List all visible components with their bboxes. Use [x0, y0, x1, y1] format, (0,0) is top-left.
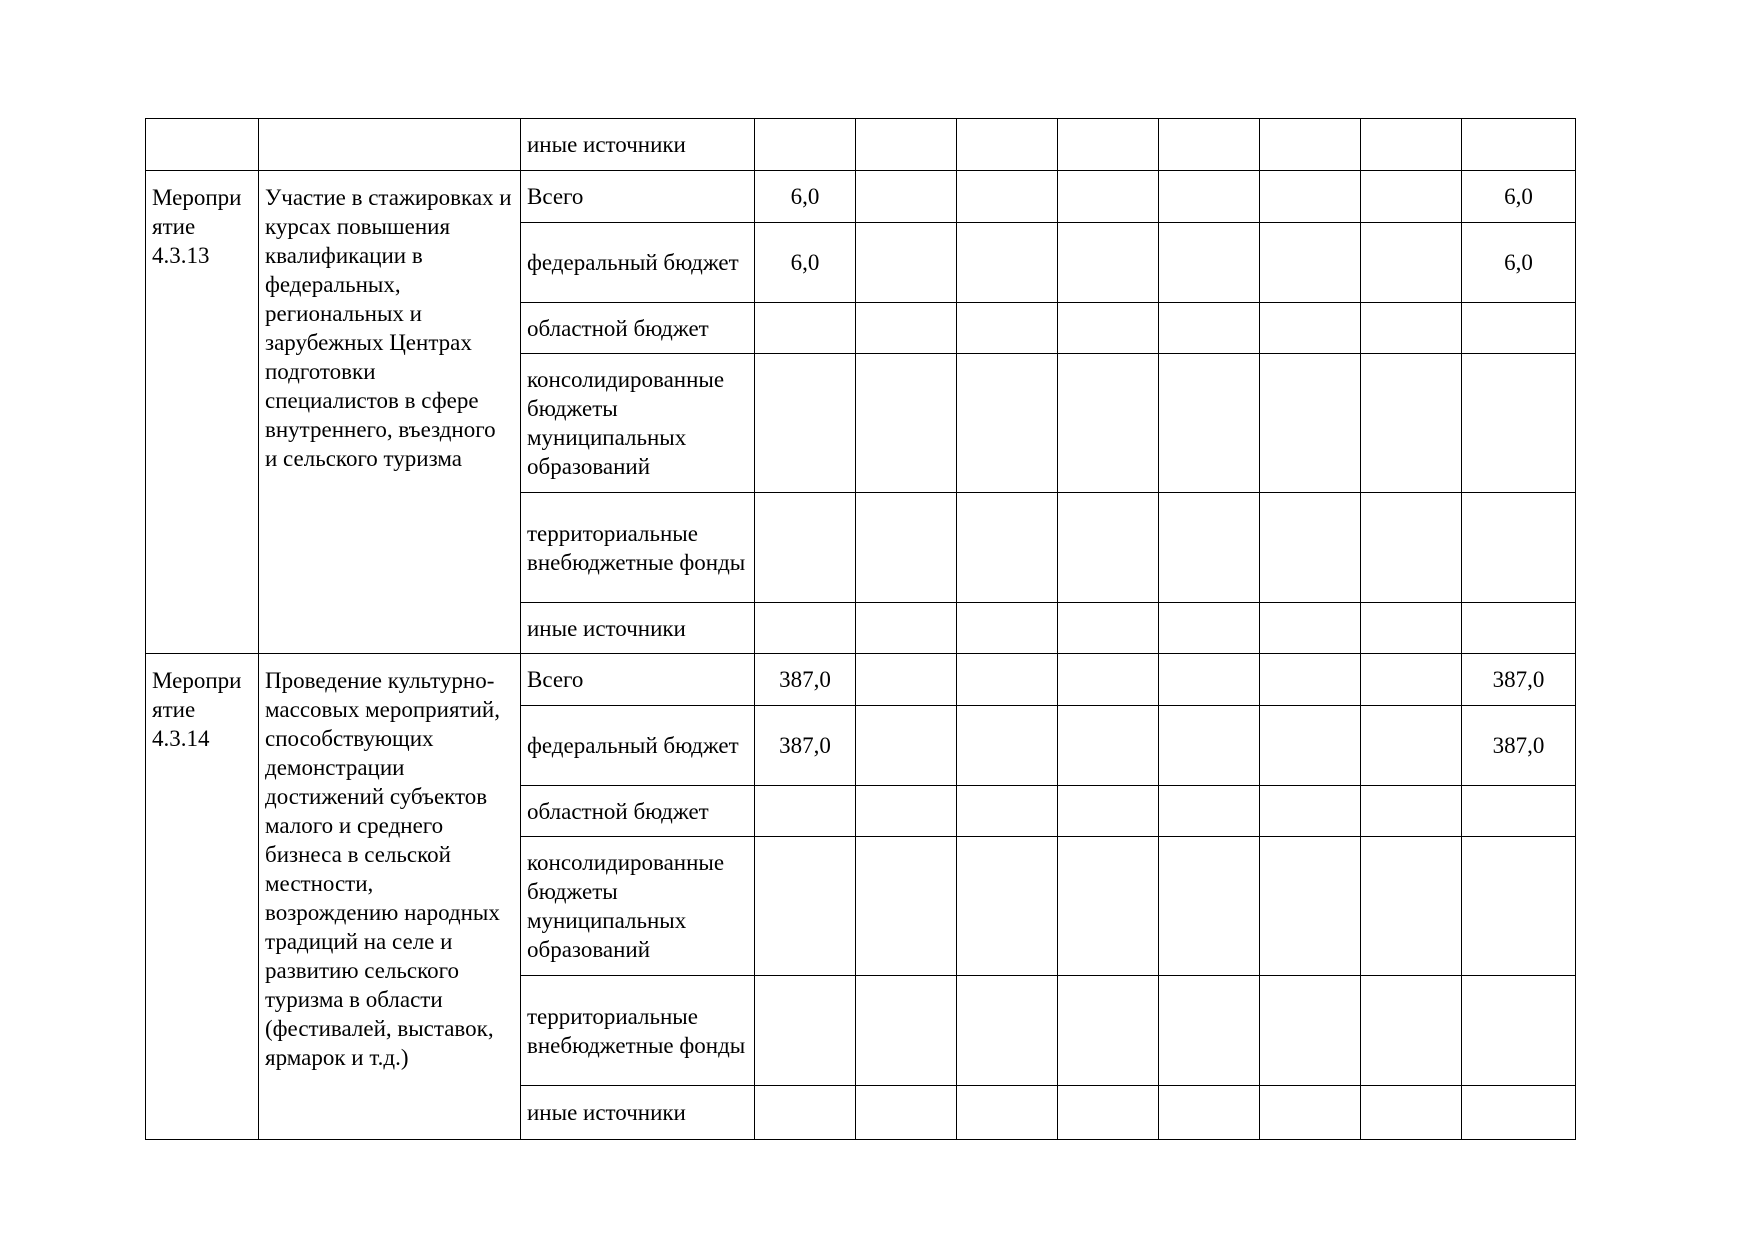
value-cell — [1260, 706, 1361, 786]
measure-code: Меропри ятие 4.3.13 — [146, 171, 259, 654]
value-cell — [1058, 654, 1159, 706]
total-value — [755, 786, 856, 837]
total-value — [755, 837, 856, 976]
source-cell: областной бюджет — [521, 303, 755, 354]
value-cell — [957, 976, 1058, 1086]
table-row — [146, 654, 1576, 706]
value-cell — [1260, 786, 1361, 837]
value-cell — [957, 354, 1058, 493]
value-cell — [1260, 303, 1361, 354]
last-value — [1462, 837, 1576, 976]
value-cell — [957, 706, 1058, 786]
value-cell — [1260, 171, 1361, 223]
value-cell — [1260, 223, 1361, 303]
value-cell — [957, 1086, 1058, 1140]
value-cell — [856, 603, 957, 654]
value-cell — [1058, 493, 1159, 603]
last-value — [1462, 976, 1576, 1086]
total-value: 387,0 — [755, 654, 856, 706]
value-cell — [1058, 706, 1159, 786]
last-value: 6,0 — [1462, 171, 1576, 223]
value-cell — [1260, 654, 1361, 706]
value-cell — [957, 603, 1058, 654]
last-value: 6,0 — [1462, 223, 1576, 303]
value-cell — [1260, 603, 1361, 654]
value-cell — [1361, 354, 1462, 493]
value-cell — [957, 303, 1058, 354]
source-cell: территориальные внебюджетные фонды — [521, 976, 755, 1086]
value-cell — [1462, 119, 1576, 171]
last-value — [1462, 303, 1576, 354]
value-cell — [957, 119, 1058, 171]
source-cell: федеральный бюджет — [521, 706, 755, 786]
last-value — [1462, 354, 1576, 493]
value-cell — [1058, 223, 1159, 303]
value-cell — [1058, 354, 1159, 493]
value-cell — [1159, 354, 1260, 493]
code-cell — [146, 119, 259, 171]
value-cell — [1159, 786, 1260, 837]
value-cell — [1361, 786, 1462, 837]
value-cell — [1058, 786, 1159, 837]
value-cell — [957, 786, 1058, 837]
value-cell — [1159, 706, 1260, 786]
value-cell — [856, 837, 957, 976]
value-cell — [856, 223, 957, 303]
value-cell — [1361, 493, 1462, 603]
value-cell — [1159, 1086, 1260, 1140]
value-cell — [1260, 976, 1361, 1086]
value-cell — [957, 493, 1058, 603]
value-cell — [1361, 119, 1462, 171]
value-cell — [856, 119, 957, 171]
value-cell — [1361, 654, 1462, 706]
total-value — [755, 493, 856, 603]
measure-name: Проведение культурно-массовых мероприятий, способствующих демонстрации достижений субъектов малого и среднего бизнеса в сельской местности, возрождению народных традиций на селе и развитию сельского туризма в области (фестивалей, выставок, ярмарок и т.д.) — [259, 654, 521, 1140]
source-cell: областной бюджет — [521, 786, 755, 837]
total-value — [755, 303, 856, 354]
total-value — [755, 354, 856, 493]
value-cell — [1260, 837, 1361, 976]
value-cell — [1058, 119, 1159, 171]
value-cell — [1159, 223, 1260, 303]
value-cell — [1260, 354, 1361, 493]
value-cell — [755, 119, 856, 171]
name-cell — [259, 119, 521, 171]
value-cell — [1058, 976, 1159, 1086]
value-cell — [856, 354, 957, 493]
value-cell — [1260, 119, 1361, 171]
source-cell: федеральный бюджет — [521, 223, 755, 303]
total-value — [755, 1086, 856, 1140]
value-cell — [1361, 837, 1462, 976]
value-cell — [957, 837, 1058, 976]
source-cell: консолидированные бюджеты муниципальных образований — [521, 354, 755, 493]
total-value — [755, 603, 856, 654]
value-cell — [1159, 303, 1260, 354]
value-cell — [1058, 303, 1159, 354]
source-cell: иные источники — [521, 603, 755, 654]
last-value — [1462, 786, 1576, 837]
source-cell: территориальные внебюджетные фонды — [521, 493, 755, 603]
value-cell — [1159, 603, 1260, 654]
total-value: 387,0 — [755, 706, 856, 786]
value-cell — [856, 654, 957, 706]
value-cell — [1260, 493, 1361, 603]
value-cell — [1361, 1086, 1462, 1140]
value-cell — [856, 303, 957, 354]
table-row — [146, 171, 1576, 223]
funding-table — [145, 118, 1576, 1140]
total-value: 6,0 — [755, 223, 856, 303]
last-value: 387,0 — [1462, 654, 1576, 706]
value-cell — [856, 706, 957, 786]
value-cell — [1159, 493, 1260, 603]
last-value — [1462, 603, 1576, 654]
source-cell: Всего — [521, 171, 755, 223]
table-row — [146, 119, 1576, 171]
value-cell — [957, 171, 1058, 223]
source-cell: иные источники — [521, 1086, 755, 1140]
value-cell — [1058, 171, 1159, 223]
source-cell: иные источники — [521, 119, 755, 171]
value-cell — [1361, 223, 1462, 303]
total-value: 6,0 — [755, 171, 856, 223]
value-cell — [1159, 837, 1260, 976]
source-cell: консолидированные бюджеты муниципальных образований — [521, 837, 755, 976]
value-cell — [957, 223, 1058, 303]
value-cell — [1361, 976, 1462, 1086]
measure-name: Участие в стажировках и курсах повышения квалификации в федеральных, региональных и зарубежных Центрах подготовки специалистов в сфере внутреннего, въездного и сельского туризма — [259, 171, 521, 654]
value-cell — [1361, 603, 1462, 654]
source-cell: Всего — [521, 654, 755, 706]
value-cell — [1260, 1086, 1361, 1140]
last-value — [1462, 493, 1576, 603]
value-cell — [1058, 1086, 1159, 1140]
value-cell — [957, 654, 1058, 706]
value-cell — [1159, 119, 1260, 171]
value-cell — [856, 976, 957, 1086]
value-cell — [1361, 303, 1462, 354]
value-cell — [1058, 837, 1159, 976]
value-cell — [856, 171, 957, 223]
value-cell — [1361, 706, 1462, 786]
value-cell — [856, 786, 957, 837]
value-cell — [856, 493, 957, 603]
value-cell — [1058, 603, 1159, 654]
measure-code: Меропри ятие 4.3.14 — [146, 654, 259, 1140]
last-value — [1462, 1086, 1576, 1140]
value-cell — [856, 1086, 957, 1140]
value-cell — [1159, 654, 1260, 706]
value-cell — [1159, 171, 1260, 223]
last-value: 387,0 — [1462, 706, 1576, 786]
value-cell — [1361, 171, 1462, 223]
value-cell — [1159, 976, 1260, 1086]
total-value — [755, 976, 856, 1086]
